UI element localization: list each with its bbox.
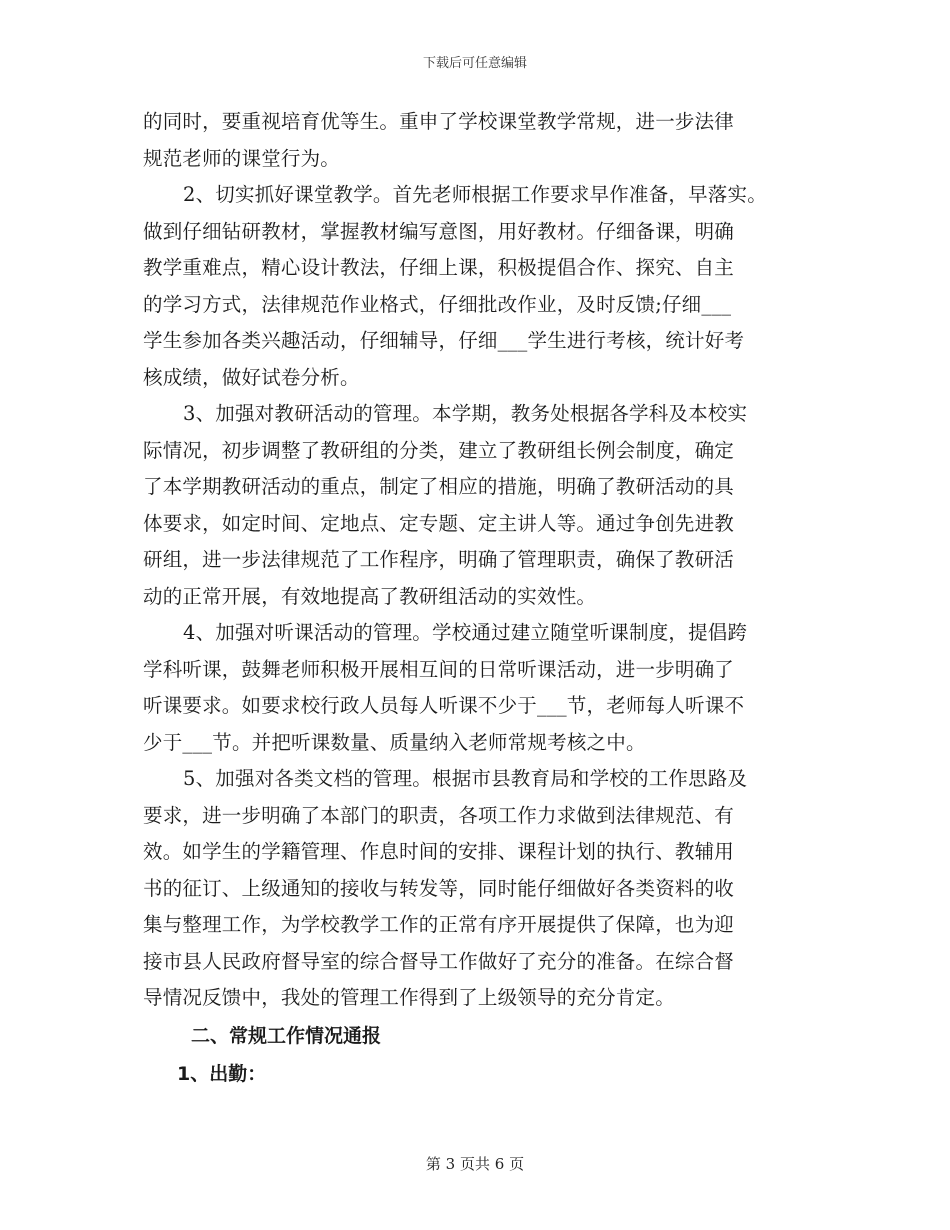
body-line: 研组，进一步法律规范了工作程序，明确了管理职责，确保了教研活: [143, 548, 735, 571]
paragraph-start: 5、加强对各类文档的管理。根据市县教育局和学校的工作思路及: [183, 767, 748, 790]
document-body: [143, 104, 833, 1093]
page-header: 下载后可任意编辑: [422, 56, 527, 71]
body-line: 学生参加各类兴趣活动，仔细辅导，仔细___学生进行考核，统计好考: [143, 329, 745, 352]
paragraph-start: 2、切实抓好课堂教学。首先老师根据工作要求早作准备，早落实。: [183, 183, 767, 206]
body-line: 集与整理工作，为学校教学工作的正常有序开展提供了保障，也为迎: [143, 913, 735, 936]
body-line: 接市县人民政府督导室的综合督导工作做好了充分的准备。在综合督: [143, 949, 735, 973]
body-line: 规范老师的课堂行为。: [143, 146, 341, 170]
body-line: 际情况，初步调整了教研组的分类，建立了教研组长例会制度，确定: [143, 438, 735, 462]
body-line: 效。如学生的学籍管理、作息时间的安排、课程计划的执行、教辅用: [143, 840, 735, 863]
body-line: 导情况反馈中，我处的管理工作得到了上级领导的充分肯定。: [143, 986, 675, 1009]
body-line: 核成绩，做好试卷分析。: [143, 365, 360, 389]
body-line: 少于___节。并把听课数量、质量纳入老师常规考核之中。: [143, 730, 646, 754]
body-line: 听课要求。如要求校行政人员每人听课不少于___节，老师每人听课不: [143, 694, 745, 717]
body-line: 学科听课，鼓舞老师积极开展相互间的日常听课活动，进一步明确了: [143, 657, 735, 681]
body-line: 动的正常开展，有效地提高了教研组活动的实效性。: [143, 584, 597, 608]
section-heading: 二、常规工作情况通报: [191, 1024, 382, 1047]
body-line: 书的征订、上级通知的接收与转发等，同时能仔细做好各类资料的收: [143, 876, 735, 900]
body-line: 的同时，要重视培育优等生。重申了学校课堂教学常规，进一步法律: [143, 110, 735, 133]
body-line: 做到仔细钻研教材，掌握教材编写意图，用好教材。仔细备课，明确: [143, 219, 735, 243]
paragraph-start: 3、加强对教研活动的管理。本学期，教务处根据各学科及本校实: [183, 402, 748, 425]
body-line: 了本学期教研活动的重点，制定了相应的措施，明确了教研活动的具: [143, 475, 735, 498]
body-line: 的学习方式，法律规范作业格式，仔细批改作业，及时反馈;仔细___: [143, 292, 732, 316]
body-line: 体要求，如定时间、定地点、定专题、定主讲人等。通过争创先进教: [143, 511, 735, 535]
body-line: 要求，进一步明确了本部门的职责，各项工作力求做到法律规范、有: [143, 803, 735, 827]
sub-heading: 1、出勤：: [177, 1062, 267, 1085]
paragraph-start: 4、加强对听课活动的管理。学校通过建立随堂听课制度，提倡跨: [183, 621, 748, 644]
body-line: 教学重难点，精心设计教法，仔细上课，积极提倡合作、探究、自主: [143, 256, 735, 279]
page-footer: 第 3 页共 6 页: [425, 1155, 525, 1173]
